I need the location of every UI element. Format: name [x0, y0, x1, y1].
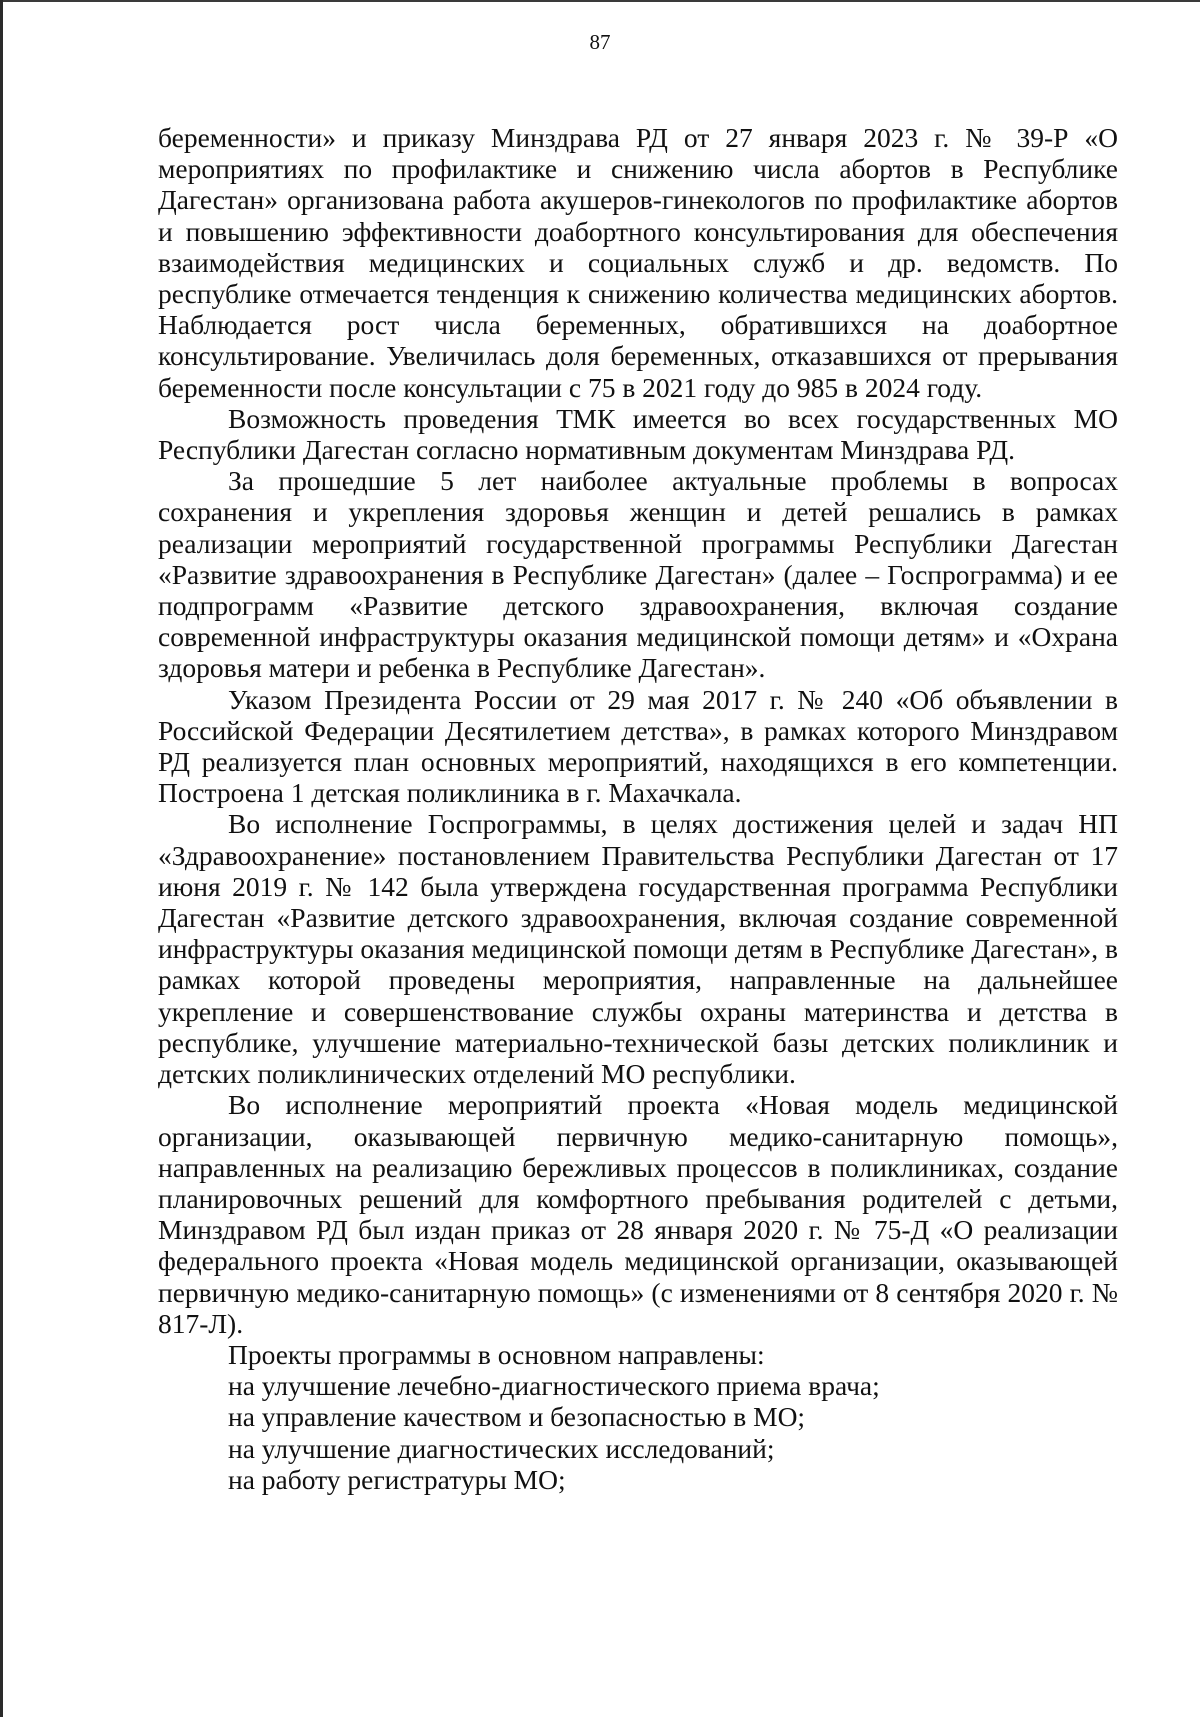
- list-item: на улучшение диагностических исследований;: [228, 1432, 775, 1464]
- paragraph-2: Возможность проведения ТМК имеется во всех государственных МО Республики Дагестан согласно нормативным документам Минздрава РД.: [158, 402, 1118, 466]
- list-item: на улучшение лечебно-диагностического приема врача;: [228, 1370, 880, 1402]
- paragraph-5: Во исполнение Госпрограммы, в целях достижения целей и задач НП «Здравоохранение» постановлением Правительства Республики Дагестан от 17 июня 2019 г. № 142 была утверждена государственная программа Республики Дагестан «Развитие детского здравоохранения, включая создание современной инфраструктуры оказания медицинской помощи детям в Республике Дагестан», в рамках которой проведены мероприятия, направленные на дальнейшее укрепление и совершенствование службы охраны материнства и детства в республике, улучшение материально-технической базы детских поликлиник и детских поликлинических отделений МО республики.: [158, 808, 1118, 1090]
- paragraph-1: беременности» и приказу Минздрава РД от 27 января 2023 г. № 39-Р «О мероприятиях по профилактике и снижению числа абортов в Республике Дагестан» организована работа акушеров-гинекологов по профилактике абортов и повышению эффективности доабортного консультирования для обеспечения взаимодействия медицинских и социальных служб и др. ведомств. По республике отмечается тенденция к снижению количества медицинских абортов. Наблюдается рост числа беременных, обратившихся на доабортное консультирование. Увеличилась доля беременных, отказавшихся от прерывания беременности после консультации с 75 в 2021 году до 985 в 2024 году.: [158, 122, 1118, 403]
- list-intro: Проекты программы в основном направлены:: [228, 1338, 765, 1370]
- paragraph-6: Во исполнение мероприятий проекта «Новая модель медицинской организации, оказывающей первичную медико-санитарную помощь», направленных на реализацию бережливых процессов в поликлиниках, создание планировочных решений для комфортного пребывания родителей с детьми, Минздравом РД был издан приказ от 28 января 2020 г. № 75-Д «О реализации федерального проекта «Новая модель медицинской организации, оказывающей первичную медико-санитарную помощь» (с изменениями от 8 сентября 2020 г. № 817-Л).: [158, 1089, 1118, 1339]
- list-item: на работу регистратуры МО;: [228, 1463, 566, 1495]
- list-item: на управление качеством и безопасностью в МО;: [228, 1401, 806, 1433]
- paragraph-3: За прошедшие 5 лет наиболее актуальные проблемы в вопросах сохранения и укрепления здоровья женщин и детей решались в рамках реализации мероприятий государственной программы Республики Дагестан «Развитие здравоохранения в Республике Дагестан» (далее – Госпрограмма) и ее подпрограмм «Развитие детского здравоохранения, включая создание современной инфраструктуры оказания медицинской помощи детям» и «Охрана здоровья матери и ребенка в Республике Дагестан».: [158, 465, 1118, 684]
- document-body: [158, 122, 1118, 1495]
- scan-edge-top: [0, 0, 1200, 2]
- scan-edge-left: [0, 0, 3, 1717]
- paragraph-4: Указом Президента России от 29 мая 2017 г. № 240 «Об объявлении в Российской Федерации Десятилетием детства», в рамках которого Минздравом РД реализуется план основных мероприятий, находящихся в его компетенции. Построена 1 детская поликлиника в г. Махачкала.: [158, 683, 1118, 809]
- page-number: 87: [589, 30, 611, 54]
